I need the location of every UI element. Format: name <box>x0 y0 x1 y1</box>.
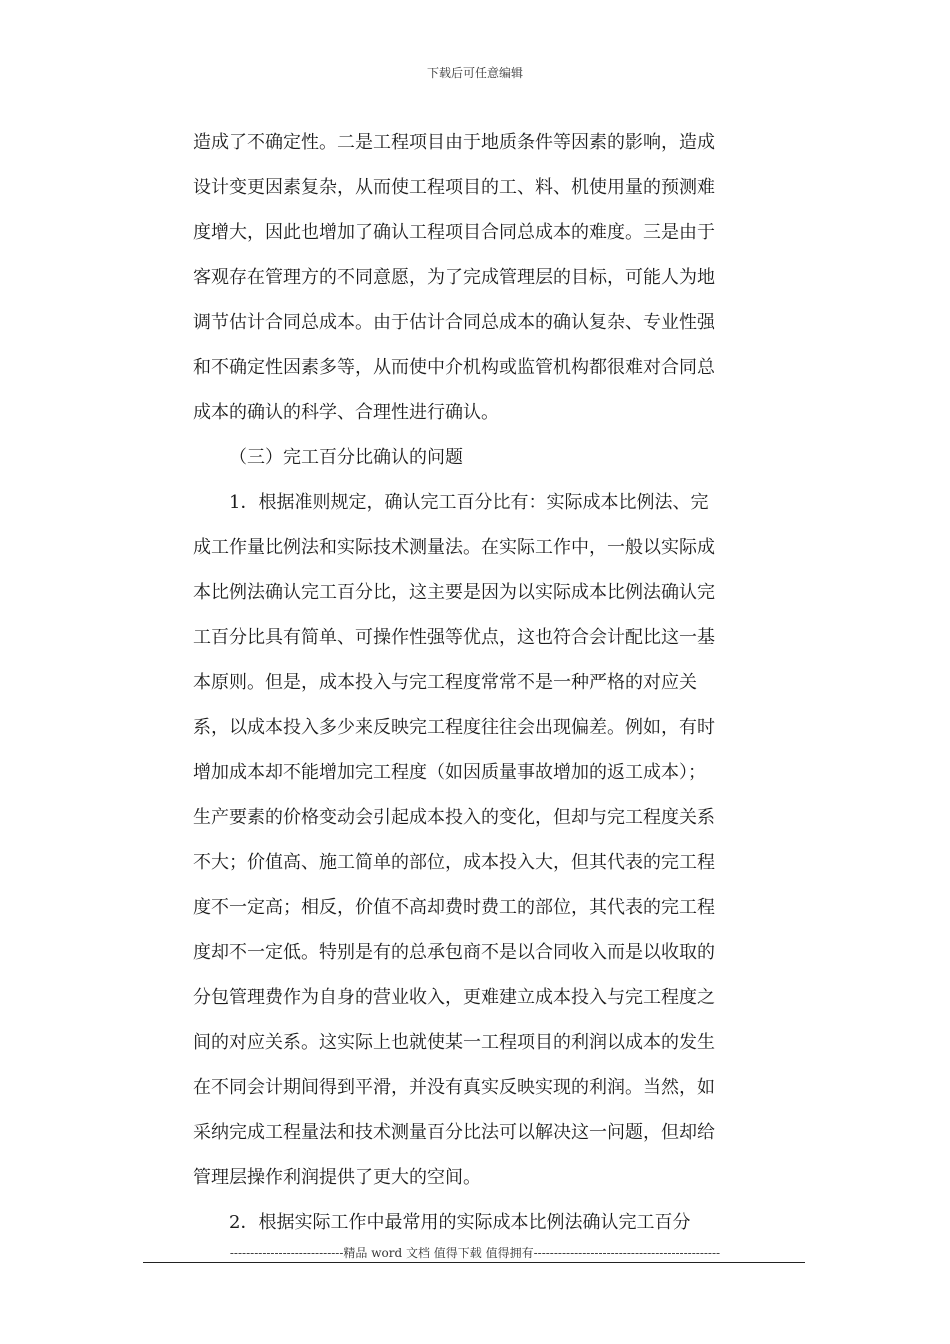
text-line: 工百分比具有简单、可操作性强等优点，这也符合会计配比这一基 <box>193 627 715 648</box>
numbered-item-1: 1．根据准则规定，确认完工百分比有：实际成本比例法、完 <box>229 492 709 513</box>
section-heading: （三）完工百分比确认的问题 <box>229 447 463 468</box>
text-line: 间的对应关系。这实际上也就使某一工程项目的利润以成本的发生 <box>193 1032 715 1053</box>
text-line: 生产要素的价格变动会引起成本投入的变化，但却与完工程度关系 <box>193 807 715 828</box>
text-line: 在不同会计期间得到平滑，并没有真实反映实现的利润。当然，如 <box>193 1077 715 1098</box>
footer-divider <box>143 1262 805 1263</box>
text-line: 客观存在管理方的不同意愿，为了完成管理层的目标，可能人为地 <box>193 267 715 288</box>
text-line: 系，以成本投入多少来反映完工程度往往会出现偏差。例如，有时 <box>193 717 715 738</box>
text-line: 度不一定高；相反，价值不高却费时费工的部位，其代表的完工程 <box>193 897 715 918</box>
text-line: 调节估计合同总成本。由于估计合同总成本的确认复杂、专业性强 <box>193 312 715 333</box>
page-footer: ----------------------------精品 word 文档 值得下载 值得拥有---------------------------------------------- <box>229 1246 721 1260</box>
text-line: 本比例法确认完工百分比，这主要是因为以实际成本比例法确认完 <box>193 582 715 603</box>
text-line: 分包管理费作为自身的营业收入，更难建立成本投入与完工程度之 <box>193 987 715 1008</box>
text-line: 管理层操作利润提供了更大的空间。 <box>193 1167 481 1188</box>
text-line: 采纳完成工程量法和技术测量百分比法可以解决这一问题，但却给 <box>193 1122 715 1143</box>
text-line: 成本的确认的科学、合理性进行确认。 <box>193 402 499 423</box>
text-line: 增加成本却不能增加完工程度（如因质量事故增加的返工成本）； <box>193 762 706 783</box>
text-line: 不大；价值高、施工简单的部位，成本投入大，但其代表的完工程 <box>193 852 715 873</box>
text-line: 成工作量比例法和实际技术测量法。在实际工作中，一般以实际成 <box>193 537 715 558</box>
text-line: 设计变更因素复杂，从而使工程项目的工、料、机使用量的预测难 <box>193 177 715 198</box>
text-line: 度却不一定低。特别是有的总承包商不是以合同收入而是以收取的 <box>193 942 715 963</box>
text-line: 本原则。但是，成本投入与完工程度常常不是一种严格的对应关 <box>193 672 697 693</box>
page-header: 下载后可任意编辑 <box>426 66 523 80</box>
text-line: 度增大，因此也增加了确认工程项目合同总成本的难度。三是由于 <box>193 222 715 243</box>
text-line: 造成了不确定性。二是工程项目由于地质条件等因素的影响，造成 <box>193 132 715 153</box>
document-body <box>193 120 753 1245</box>
text-line: 和不确定性因素多等，从而使中介机构或监管机构都很难对合同总 <box>193 357 715 378</box>
numbered-item-2: 2．根据实际工作中最常用的实际成本比例法确认完工百分 <box>229 1212 691 1233</box>
